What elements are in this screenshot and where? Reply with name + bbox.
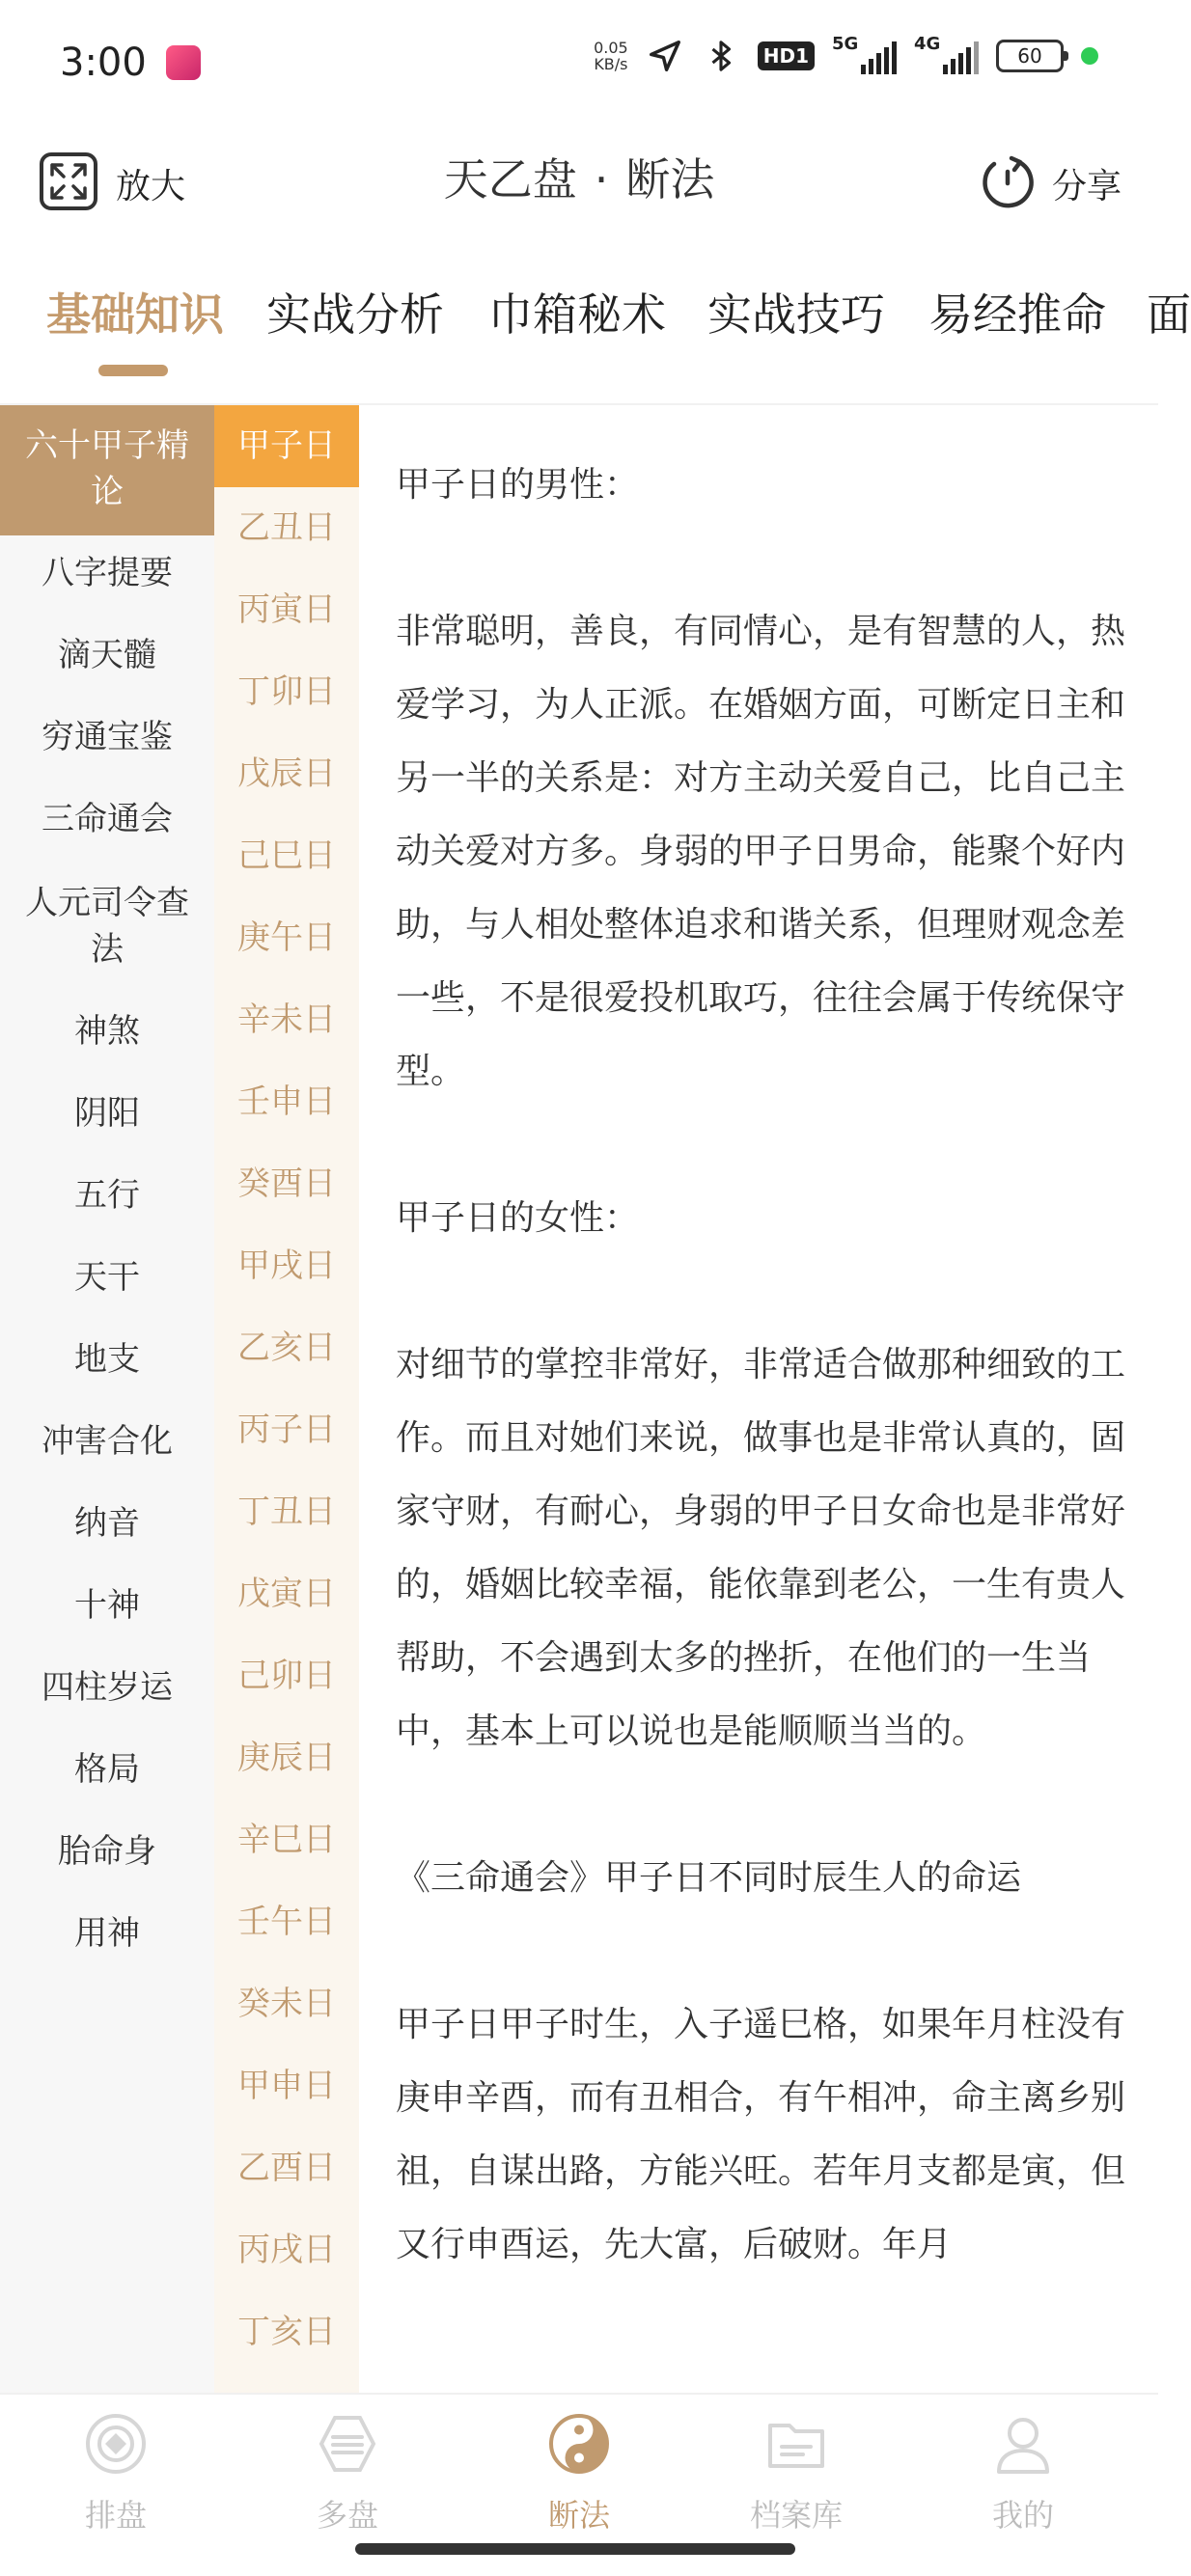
title-separator: ·	[594, 153, 609, 206]
category-tabs	[0, 241, 1191, 405]
signal-4g-label: 4G	[914, 34, 941, 54]
category-item-sixty-jiazi[interactable]: 六十甲子精论	[0, 405, 214, 535]
nav-label: 断法	[547, 2497, 610, 2534]
nav-item-profile[interactable]	[946, 2412, 1100, 2535]
female-paragraph: 对细节的掌控非常好，非常适合做那种细致的工作。而且对她们来说，做事也是非常认真的，固家守财，有耐心，身弱的甲子日女命也是非常好的，婚姻比较幸福，能依靠到老公，一生有贵人帮助，不会遇到太多的挫折，在他们的一生当中，基本上可以说也是能顺顺当当的。	[396, 1345, 1126, 1751]
category-item[interactable]: 穷通宝鉴	[42, 718, 173, 756]
tab-indicator	[98, 365, 168, 376]
user-icon	[946, 2412, 1100, 2480]
tab-more[interactable]: 面	[1147, 288, 1191, 341]
day-item-jiazi[interactable]: 甲子日	[214, 405, 359, 487]
page-title-right: 断法	[625, 153, 715, 206]
net-speed-value: 0.05	[594, 39, 628, 57]
day-item[interactable]: 戊寅日	[237, 1575, 336, 1613]
nav-label: 我的	[991, 2497, 1054, 2534]
day-item[interactable]: 癸未日	[237, 1985, 336, 2023]
day-item[interactable]: 甲申日	[237, 2067, 336, 2105]
home-indicator[interactable]	[355, 2543, 795, 2555]
male-paragraph: 非常聪明，善良，有同情心，是有智慧的人，热爱学习，为人正派。在婚姻方面，可断定日主和另一半的关系是：对方主动关爱自己，比自己主动关爱对方多。身弱的甲子日男命，能聚个好内助，与人相处整体追求和谐关系，但理财观念差一些，不是很爱投机取巧，往往会属于传统保守型。	[396, 612, 1126, 1091]
status-bar	[0, 0, 1158, 125]
status-time: 3:00	[60, 41, 147, 85]
category-item[interactable]: 十神	[74, 1586, 140, 1625]
day-item[interactable]: 壬午日	[237, 1903, 336, 1941]
compass-icon	[39, 2412, 193, 2480]
category-item[interactable]: 胎命身	[58, 1832, 156, 1871]
yin-yang-icon	[502, 2412, 656, 2480]
day-item[interactable]: 丁亥日	[237, 2313, 336, 2351]
share-button[interactable]	[979, 150, 1122, 217]
section-paragraph: 甲子日甲子时生，入子遥巳格，如果年月柱没有庚申辛酉，而有丑相合，有午相冲，命主离乡别祖，自谋出路，方能兴旺。若年月支都是寅，但又行申酉运，先大富，后破财。年月	[396, 2005, 1126, 2264]
day-item[interactable]: 丙寅日	[237, 590, 336, 629]
hd-badge: HD1	[758, 41, 815, 70]
category-item[interactable]: 地支	[74, 1340, 140, 1379]
bluetooth-icon	[702, 37, 740, 75]
nav-label: 多盘	[316, 2497, 378, 2534]
category-item[interactable]: 四柱岁运	[42, 1668, 173, 1707]
share-icon	[979, 152, 1037, 214]
day-item[interactable]: 庚辰日	[237, 1739, 336, 1777]
net-speed-unit: KB/s	[594, 55, 628, 73]
signal-5g-label: 5G	[832, 34, 859, 54]
category-item[interactable]: 天干	[74, 1258, 140, 1297]
battery-icon: 60	[996, 40, 1064, 72]
category-item[interactable]: 八字提要	[42, 554, 173, 592]
day-item[interactable]: 丙戌日	[237, 2231, 336, 2269]
day-item[interactable]: 庚午日	[237, 918, 336, 957]
day-item[interactable]: 乙酉日	[237, 2149, 336, 2187]
share-label: 分享	[1051, 166, 1122, 206]
app-header	[0, 125, 1158, 241]
status-icons	[594, 34, 1098, 75]
signal-4g-icon	[914, 34, 979, 74]
net-speed	[594, 40, 628, 72]
section-heading: 《三命通会》甲子日不同时辰生人的命运	[396, 1858, 1022, 1898]
day-item[interactable]: 丙子日	[237, 1411, 336, 1449]
app-notification-icon	[166, 45, 201, 80]
day-item[interactable]: 己卯日	[237, 1657, 336, 1695]
category-item[interactable]: 格局	[74, 1750, 140, 1789]
day-item[interactable]: 丁卯日	[237, 672, 336, 711]
day-item[interactable]: 乙丑日	[237, 508, 336, 547]
category-item[interactable]: 阴阳	[74, 1094, 140, 1133]
category-item[interactable]: 五行	[74, 1176, 140, 1215]
day-item[interactable]: 甲戌日	[237, 1247, 336, 1285]
category-item[interactable]: 三命通会	[42, 800, 173, 838]
category-item[interactable]: 神煞	[74, 1012, 140, 1051]
article-content	[396, 449, 1129, 2388]
nav-label: 排盘	[84, 2497, 147, 2534]
tab-practical-analysis[interactable]: 实战分析	[266, 288, 444, 341]
nav-item-duanfa[interactable]	[502, 2412, 656, 2535]
category-item[interactable]: 人元司令查法	[25, 884, 189, 969]
expand-label: 放大	[116, 166, 186, 206]
tab-yijing[interactable]: 易经推命	[928, 288, 1106, 341]
privacy-indicator-icon	[1081, 47, 1098, 65]
multi-chart-icon	[270, 2412, 425, 2480]
location-icon	[646, 37, 684, 75]
day-item[interactable]: 癸酉日	[237, 1165, 336, 1203]
nav-item-paipan[interactable]	[39, 2412, 193, 2535]
nav-label: 档案库	[749, 2497, 843, 2534]
category-item[interactable]: 滴天髓	[58, 636, 156, 674]
category-list	[0, 405, 214, 2393]
nav-item-duopan[interactable]	[270, 2412, 425, 2535]
day-item[interactable]: 辛未日	[237, 1000, 336, 1039]
day-item[interactable]: 丁丑日	[237, 1493, 336, 1531]
nav-item-archive[interactable]	[719, 2412, 873, 2535]
folder-icon	[719, 2412, 873, 2480]
day-list	[214, 405, 359, 2393]
signal-5g-icon	[832, 34, 897, 74]
category-item[interactable]: 用神	[74, 1914, 140, 1953]
tab-practical-skills[interactable]: 实战技巧	[707, 288, 885, 341]
tab-secret-arts[interactable]: 巾箱秘术	[488, 288, 666, 341]
category-item[interactable]: 冲害合化	[42, 1422, 173, 1461]
category-item[interactable]: 纳音	[74, 1504, 140, 1543]
day-item[interactable]: 壬申日	[237, 1082, 336, 1121]
female-heading: 甲子日的女性：	[396, 1198, 640, 1238]
day-item[interactable]: 辛巳日	[237, 1821, 336, 1859]
day-item[interactable]: 戊辰日	[237, 754, 336, 793]
day-item[interactable]: 己巳日	[237, 836, 336, 875]
day-item[interactable]: 乙亥日	[237, 1329, 336, 1367]
male-heading: 甲子日的男性：	[396, 465, 640, 505]
tab-basics[interactable]: 基础知识	[46, 288, 224, 341]
page-title-left: 天乙盘	[443, 153, 577, 206]
